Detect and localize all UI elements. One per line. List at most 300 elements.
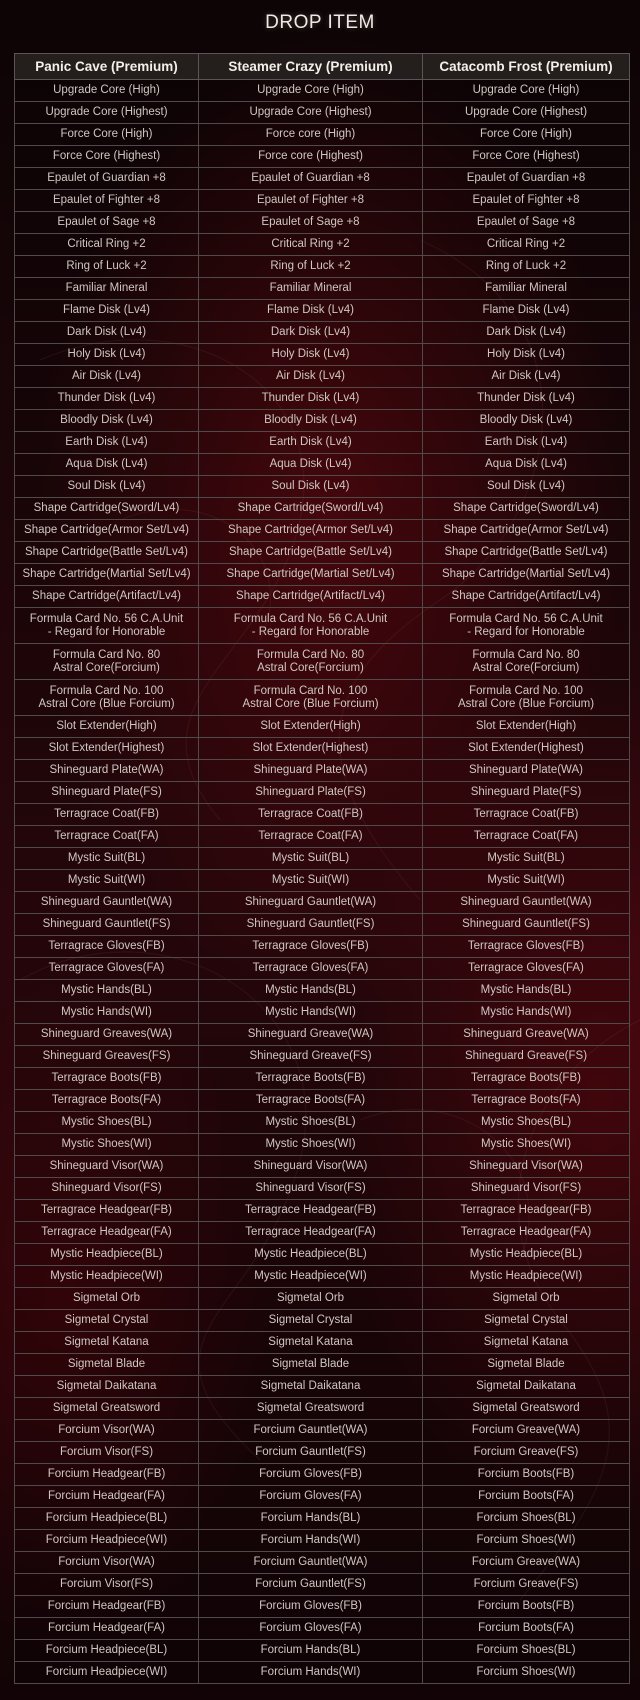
table-row (15, 542, 630, 564)
catacomb-frost-cell: Forcium Boots(FB) (423, 1596, 630, 1618)
table-row (15, 432, 630, 454)
panic-cave-cell: Epaulet of Fighter +8 (15, 190, 199, 212)
catacomb-frost-cell: Slot Extender(Highest) (423, 738, 630, 760)
drop-item-table (14, 53, 630, 1684)
page-title: DROP ITEM (265, 12, 375, 33)
steamer-crazy-cell: Shineguard Greave(FS) (199, 1046, 423, 1068)
catacomb-frost-cell: Sigmetal Katana (423, 1332, 630, 1354)
panic-cave-cell: Air Disk (Lv4) (15, 366, 199, 388)
panic-cave-cell: Forcium Visor(WA) (15, 1420, 199, 1442)
panic-cave-cell: Forcium Visor(WA) (15, 1552, 199, 1574)
panic-cave-cell: Sigmetal Katana (15, 1332, 199, 1354)
table-row (15, 564, 630, 586)
catacomb-frost-cell: Mystic Hands(BL) (423, 980, 630, 1002)
steamer-crazy-cell: Upgrade Core (Highest) (199, 102, 423, 124)
catacomb-frost-cell: Forcium Shoes(WI) (423, 1530, 630, 1552)
steamer-crazy-cell: Forcium Gauntlet(WA) (199, 1552, 423, 1574)
panic-cave-cell (15, 608, 199, 644)
panic-cave-cell: Thunder Disk (Lv4) (15, 388, 199, 410)
catacomb-frost-cell: Sigmetal Blade (423, 1354, 630, 1376)
steamer-crazy-cell: Forcium Hands(BL) (199, 1508, 423, 1530)
catacomb-frost-cell: Forcium Shoes(BL) (423, 1640, 630, 1662)
table-row (15, 256, 630, 278)
column-header-catacomb-frost: Catacomb Frost (Premium) (423, 54, 630, 80)
table-row (15, 124, 630, 146)
table-row (15, 212, 630, 234)
panic-cave-cell: Aqua Disk (Lv4) (15, 454, 199, 476)
panic-cave-cell: Terragrace Coat(FB) (15, 804, 199, 826)
table-row (15, 278, 630, 300)
table-row (15, 936, 630, 958)
catacomb-frost-cell: Terragrace Boots(FA) (423, 1090, 630, 1112)
table-row (15, 1244, 630, 1266)
steamer-crazy-cell: Sigmetal Katana (199, 1332, 423, 1354)
table-row (15, 1200, 630, 1222)
catacomb-frost-cell: Forcium Boots(FB) (423, 1464, 630, 1486)
panic-cave-cell: Holy Disk (Lv4) (15, 344, 199, 366)
table-row (15, 586, 630, 608)
steamer-crazy-cell: Epaulet of Guardian +8 (199, 168, 423, 190)
steamer-crazy-cell: Forcium Hands(BL) (199, 1640, 423, 1662)
catacomb-frost-cell: Sigmetal Daikatana (423, 1376, 630, 1398)
steamer-crazy-cell: Terragrace Gloves(FA) (199, 958, 423, 980)
steamer-crazy-cell (199, 608, 423, 644)
steamer-crazy-cell: Terragrace Coat(FA) (199, 826, 423, 848)
panic-cave-cell: Shineguard Plate(WA) (15, 760, 199, 782)
steamer-crazy-cell: Sigmetal Greatsword (199, 1398, 423, 1420)
catacomb-frost-cell: Air Disk (Lv4) (423, 366, 630, 388)
catacomb-frost-cell: Sigmetal Orb (423, 1288, 630, 1310)
panic-cave-cell: Upgrade Core (High) (15, 80, 199, 102)
panic-cave-cell: Forcium Visor(FS) (15, 1442, 199, 1464)
panic-cave-cell: Forcium Visor(FS) (15, 1574, 199, 1596)
catacomb-frost-cell: Mystic Headpiece(WI) (423, 1266, 630, 1288)
table-row (15, 1442, 630, 1464)
catacomb-frost-cell: Dark Disk (Lv4) (423, 322, 630, 344)
panic-cave-cell: Mystic Hands(WI) (15, 1002, 199, 1024)
catacomb-frost-cell: Shape Cartridge(Artifact/Lv4) (423, 586, 630, 608)
catacomb-frost-cell: Forcium Greave(FS) (423, 1442, 630, 1464)
catacomb-frost-cell: Shineguard Plate(FS) (423, 782, 630, 804)
cell-line: Formula Card No. 100 (469, 684, 583, 697)
table-row (15, 914, 630, 936)
table-row (15, 958, 630, 980)
cell-line: Astral Core(Forcium) (53, 661, 160, 674)
catacomb-frost-cell: Sigmetal Crystal (423, 1310, 630, 1332)
catacomb-frost-cell: Mystic Hands(WI) (423, 1002, 630, 1024)
table-row (15, 1596, 630, 1618)
catacomb-frost-cell: Sigmetal Greatsword (423, 1398, 630, 1420)
panic-cave-cell: Shape Cartridge(Battle Set/Lv4) (15, 542, 199, 564)
table-row (15, 1574, 630, 1596)
steamer-crazy-cell: Terragrace Gloves(FB) (199, 936, 423, 958)
panic-cave-cell: Shineguard Visor(WA) (15, 1156, 199, 1178)
cell-line: Formula Card No. 56 C.A.Unit (29, 612, 184, 625)
table-row (15, 680, 630, 716)
cell-line: Astral Core (Blue Forcium) (38, 697, 175, 710)
panic-cave-cell: Mystic Suit(WI) (15, 870, 199, 892)
table-row (15, 826, 630, 848)
steamer-crazy-cell: Shape Cartridge(Armor Set/Lv4) (199, 520, 423, 542)
catacomb-frost-cell: Shineguard Visor(FS) (423, 1178, 630, 1200)
catacomb-frost-cell: Forcium Greave(WA) (423, 1420, 630, 1442)
panic-cave-cell: Shineguard Plate(FS) (15, 782, 199, 804)
catacomb-frost-cell: Shineguard Visor(WA) (423, 1156, 630, 1178)
table-row (15, 1266, 630, 1288)
table-row (15, 1090, 630, 1112)
catacomb-frost-cell (423, 680, 630, 716)
steamer-crazy-cell: Air Disk (Lv4) (199, 366, 423, 388)
panic-cave-cell: Bloodly Disk (Lv4) (15, 410, 199, 432)
panic-cave-cell: Shineguard Greaves(FS) (15, 1046, 199, 1068)
table-row (15, 1178, 630, 1200)
catacomb-frost-cell: Aqua Disk (Lv4) (423, 454, 630, 476)
panic-cave-cell: Forcium Headpiece(BL) (15, 1640, 199, 1662)
steamer-crazy-cell: Shineguard Plate(WA) (199, 760, 423, 782)
table-row (15, 454, 630, 476)
table-row (15, 1310, 630, 1332)
panic-cave-cell: Mystic Shoes(WI) (15, 1134, 199, 1156)
panic-cave-cell: Forcium Headpiece(WI) (15, 1530, 199, 1552)
cell-line: Astral Core (Blue Forcium) (242, 697, 379, 710)
cell-line: Formula Card No. 56 C.A.Unit (233, 612, 388, 625)
steamer-crazy-cell: Shineguard Greave(WA) (199, 1024, 423, 1046)
steamer-crazy-cell: Sigmetal Blade (199, 1354, 423, 1376)
catacomb-frost-cell: Forcium Boots(FA) (423, 1486, 630, 1508)
catacomb-frost-cell: Shineguard Plate(WA) (423, 760, 630, 782)
steamer-crazy-cell: Mystic Headpiece(BL) (199, 1244, 423, 1266)
cell-line: Formula Card No. 80 (52, 648, 161, 661)
panic-cave-cell: Soul Disk (Lv4) (15, 476, 199, 498)
table-row (15, 1640, 630, 1662)
catacomb-frost-cell: Epaulet of Guardian +8 (423, 168, 630, 190)
table-row (15, 190, 630, 212)
panic-cave-cell: Slot Extender(Highest) (15, 738, 199, 760)
catacomb-frost-cell: Terragrace Gloves(FA) (423, 958, 630, 980)
table-row (15, 300, 630, 322)
steamer-crazy-cell: Forcium Gauntlet(WA) (199, 1420, 423, 1442)
table-row (15, 1134, 630, 1156)
table-row (15, 804, 630, 826)
catacomb-frost-cell: Mystic Shoes(BL) (423, 1112, 630, 1134)
catacomb-frost-cell: Ring of Luck +2 (423, 256, 630, 278)
table-row (15, 892, 630, 914)
catacomb-frost-cell: Flame Disk (Lv4) (423, 300, 630, 322)
steamer-crazy-cell: Forcium Gloves(FB) (199, 1464, 423, 1486)
catacomb-frost-cell: Shineguard Greave(WA) (423, 1024, 630, 1046)
table-row (15, 1222, 630, 1244)
catacomb-frost-cell: Mystic Headpiece(BL) (423, 1244, 630, 1266)
column-header-panic-cave: Panic Cave (Premium) (15, 54, 199, 80)
panic-cave-cell: Critical Ring +2 (15, 234, 199, 256)
panic-cave-cell: Epaulet of Sage +8 (15, 212, 199, 234)
cell-line: Formula Card No. 80 (256, 648, 365, 661)
panic-cave-cell: Terragrace Gloves(FA) (15, 958, 199, 980)
catacomb-frost-cell: Mystic Shoes(WI) (423, 1134, 630, 1156)
steamer-crazy-cell: Soul Disk (Lv4) (199, 476, 423, 498)
panic-cave-cell: Terragrace Headgear(FB) (15, 1200, 199, 1222)
table-row (15, 498, 630, 520)
cell-line: Formula Card No. 100 (49, 684, 164, 697)
table-row (15, 1288, 630, 1310)
steamer-crazy-cell: Critical Ring +2 (199, 234, 423, 256)
catacomb-frost-cell: Shape Cartridge(Armor Set/Lv4) (423, 520, 630, 542)
steamer-crazy-cell: Terragrace Coat(FB) (199, 804, 423, 826)
table-row (15, 1508, 630, 1530)
steamer-crazy-cell: Forcium Gauntlet(FS) (199, 1574, 423, 1596)
table-row (15, 168, 630, 190)
table-row (15, 1376, 630, 1398)
steamer-crazy-cell: Mystic Suit(WI) (199, 870, 423, 892)
table-row (15, 322, 630, 344)
panic-cave-cell (15, 680, 199, 716)
catacomb-frost-cell: Epaulet of Sage +8 (423, 212, 630, 234)
panic-cave-cell: Shineguard Gauntlet(WA) (15, 892, 199, 914)
panic-cave-cell: Flame Disk (Lv4) (15, 300, 199, 322)
steamer-crazy-cell: Mystic Suit(BL) (199, 848, 423, 870)
steamer-crazy-cell: Mystic Hands(WI) (199, 1002, 423, 1024)
catacomb-frost-cell: Shape Cartridge(Battle Set/Lv4) (423, 542, 630, 564)
steamer-crazy-cell: Shape Cartridge(Artifact/Lv4) (199, 586, 423, 608)
steamer-crazy-cell (199, 680, 423, 716)
catacomb-frost-cell: Holy Disk (Lv4) (423, 344, 630, 366)
catacomb-frost-cell: Forcium Boots(FA) (423, 1618, 630, 1640)
cell-line: Astral Core(Forcium) (257, 661, 364, 674)
panic-cave-cell: Mystic Hands(BL) (15, 980, 199, 1002)
steamer-crazy-cell: Mystic Hands(BL) (199, 980, 423, 1002)
table-row (15, 1156, 630, 1178)
catacomb-frost-cell: Shineguard Greave(FS) (423, 1046, 630, 1068)
panic-cave-cell: Shape Cartridge(Martial Set/Lv4) (15, 564, 199, 586)
panic-cave-cell: Force Core (High) (15, 124, 199, 146)
steamer-crazy-cell: Sigmetal Orb (199, 1288, 423, 1310)
cell-line: Astral Core(Forcium) (472, 661, 580, 674)
panic-cave-cell: Terragrace Gloves(FB) (15, 936, 199, 958)
cell-line: Formula Card No. 56 C.A.Unit (449, 612, 603, 625)
table-row (15, 1046, 630, 1068)
panic-cave-cell: Upgrade Core (Highest) (15, 102, 199, 124)
steamer-crazy-cell: Shape Cartridge(Martial Set/Lv4) (199, 564, 423, 586)
table-row (15, 80, 630, 102)
steamer-crazy-cell: Forcium Gloves(FA) (199, 1618, 423, 1640)
catacomb-frost-cell: Mystic Suit(BL) (423, 848, 630, 870)
catacomb-frost-cell: Forcium Shoes(WI) (423, 1662, 630, 1684)
steamer-crazy-cell: Thunder Disk (Lv4) (199, 388, 423, 410)
panic-cave-cell: Sigmetal Blade (15, 1354, 199, 1376)
panic-cave-cell: Shineguard Visor(FS) (15, 1178, 199, 1200)
steamer-crazy-cell: Epaulet of Sage +8 (199, 212, 423, 234)
catacomb-frost-cell: Terragrace Headgear(FB) (423, 1200, 630, 1222)
catacomb-frost-cell: Shineguard Gauntlet(FS) (423, 914, 630, 936)
catacomb-frost-cell: Epaulet of Fighter +8 (423, 190, 630, 212)
steamer-crazy-cell: Mystic Shoes(BL) (199, 1112, 423, 1134)
catacomb-frost-cell: Soul Disk (Lv4) (423, 476, 630, 498)
panic-cave-cell: Mystic Headpiece(WI) (15, 1266, 199, 1288)
steamer-crazy-cell: Shineguard Visor(WA) (199, 1156, 423, 1178)
panic-cave-cell: Earth Disk (Lv4) (15, 432, 199, 454)
steamer-crazy-cell: Familiar Mineral (199, 278, 423, 300)
table-row (15, 716, 630, 738)
catacomb-frost-cell: Thunder Disk (Lv4) (423, 388, 630, 410)
panic-cave-cell: Force Core (Highest) (15, 146, 199, 168)
panic-cave-cell: Shineguard Gauntlet(FS) (15, 914, 199, 936)
catacomb-frost-cell: Terragrace Coat(FB) (423, 804, 630, 826)
steamer-crazy-cell: Forcium Gauntlet(FS) (199, 1442, 423, 1464)
steamer-crazy-cell: Sigmetal Daikatana (199, 1376, 423, 1398)
table-row (15, 1552, 630, 1574)
steamer-crazy-cell: Sigmetal Crystal (199, 1310, 423, 1332)
panic-cave-cell: Sigmetal Orb (15, 1288, 199, 1310)
steamer-crazy-cell: Mystic Headpiece(WI) (199, 1266, 423, 1288)
steamer-crazy-cell (199, 644, 423, 680)
panic-cave-cell: Mystic Shoes(BL) (15, 1112, 199, 1134)
steamer-crazy-cell: Dark Disk (Lv4) (199, 322, 423, 344)
catacomb-frost-cell: Forcium Shoes(BL) (423, 1508, 630, 1530)
table-row (15, 476, 630, 498)
table-row (15, 1530, 630, 1552)
steamer-crazy-cell: Upgrade Core (High) (199, 80, 423, 102)
catacomb-frost-cell: Forcium Greave(WA) (423, 1552, 630, 1574)
table-row (15, 870, 630, 892)
steamer-crazy-cell: Shineguard Plate(FS) (199, 782, 423, 804)
table-row (15, 760, 630, 782)
table-row (15, 388, 630, 410)
steamer-crazy-cell: Forcium Hands(WI) (199, 1530, 423, 1552)
catacomb-frost-cell: Forcium Greave(FS) (423, 1574, 630, 1596)
catacomb-frost-cell: Slot Extender(High) (423, 716, 630, 738)
steamer-crazy-cell: Force core (Highest) (199, 146, 423, 168)
cell-line: - Regard for Honorable (47, 625, 166, 638)
steamer-crazy-cell: Flame Disk (Lv4) (199, 300, 423, 322)
steamer-crazy-cell: Slot Extender(High) (199, 716, 423, 738)
catacomb-frost-cell: Terragrace Coat(FA) (423, 826, 630, 848)
panic-cave-cell: Forcium Headpiece(WI) (15, 1662, 199, 1684)
column-header-steamer-crazy: Steamer Crazy (Premium) (199, 54, 423, 80)
table-row (15, 102, 630, 124)
table-row (15, 1464, 630, 1486)
cell-line: - Regard for Honorable (251, 625, 370, 638)
catacomb-frost-cell: Force Core (Highest) (423, 146, 630, 168)
catacomb-frost-cell: Shape Cartridge(Martial Set/Lv4) (423, 564, 630, 586)
steamer-crazy-cell: Terragrace Boots(FA) (199, 1090, 423, 1112)
panic-cave-cell: Forcium Headgear(FA) (15, 1618, 199, 1640)
catacomb-frost-cell: Shineguard Gauntlet(WA) (423, 892, 630, 914)
steamer-crazy-cell: Mystic Shoes(WI) (199, 1134, 423, 1156)
catacomb-frost-cell: Shape Cartridge(Sword/Lv4) (423, 498, 630, 520)
steamer-crazy-cell: Ring of Luck +2 (199, 256, 423, 278)
table-row (15, 1332, 630, 1354)
panic-cave-cell: Sigmetal Daikatana (15, 1376, 199, 1398)
table-row (15, 1420, 630, 1442)
table-row (15, 410, 630, 432)
table-row (15, 520, 630, 542)
panic-cave-cell: Forcium Headgear(FB) (15, 1464, 199, 1486)
catacomb-frost-cell: Bloodly Disk (Lv4) (423, 410, 630, 432)
panic-cave-cell: Sigmetal Crystal (15, 1310, 199, 1332)
catacomb-frost-cell: Earth Disk (Lv4) (423, 432, 630, 454)
panic-cave-cell: Ring of Luck +2 (15, 256, 199, 278)
table-row (15, 1112, 630, 1134)
panic-cave-cell: Mystic Headpiece(BL) (15, 1244, 199, 1266)
table-row (15, 1002, 630, 1024)
table-row (15, 1024, 630, 1046)
catacomb-frost-cell: Terragrace Boots(FB) (423, 1068, 630, 1090)
table-row (15, 980, 630, 1002)
catacomb-frost-cell (423, 608, 630, 644)
table-header-row (15, 54, 630, 80)
table-row (15, 1354, 630, 1376)
table-row (15, 738, 630, 760)
panic-cave-cell: Epaulet of Guardian +8 (15, 168, 199, 190)
panic-cave-cell: Terragrace Coat(FA) (15, 826, 199, 848)
steamer-crazy-cell: Force core (High) (199, 124, 423, 146)
catacomb-frost-cell: Mystic Suit(WI) (423, 870, 630, 892)
steamer-crazy-cell: Shineguard Gauntlet(FS) (199, 914, 423, 936)
steamer-crazy-cell: Earth Disk (Lv4) (199, 432, 423, 454)
table-row (15, 782, 630, 804)
table-row (15, 146, 630, 168)
steamer-crazy-cell: Forcium Hands(WI) (199, 1662, 423, 1684)
steamer-crazy-cell: Slot Extender(Highest) (199, 738, 423, 760)
catacomb-frost-cell: Critical Ring +2 (423, 234, 630, 256)
steamer-crazy-cell: Bloodly Disk (Lv4) (199, 410, 423, 432)
panic-cave-cell: Familiar Mineral (15, 278, 199, 300)
steamer-crazy-cell: Forcium Gloves(FA) (199, 1486, 423, 1508)
steamer-crazy-cell: Aqua Disk (Lv4) (199, 454, 423, 476)
panic-cave-cell: Shape Cartridge(Armor Set/Lv4) (15, 520, 199, 542)
panic-cave-cell: Slot Extender(High) (15, 716, 199, 738)
cell-line: - Regard for Honorable (467, 625, 585, 638)
panic-cave-cell: Forcium Headgear(FB) (15, 1596, 199, 1618)
panic-cave-cell: Terragrace Headgear(FA) (15, 1222, 199, 1244)
steamer-crazy-cell: Epaulet of Fighter +8 (199, 190, 423, 212)
panic-cave-cell: Forcium Headpiece(BL) (15, 1508, 199, 1530)
panic-cave-cell: Terragrace Boots(FB) (15, 1068, 199, 1090)
steamer-crazy-cell: Terragrace Headgear(FB) (199, 1200, 423, 1222)
table-row (15, 1486, 630, 1508)
catacomb-frost-cell: Terragrace Gloves(FB) (423, 936, 630, 958)
panic-cave-cell: Forcium Headgear(FA) (15, 1486, 199, 1508)
table-row (15, 1662, 630, 1684)
panic-cave-cell: Shape Cartridge(Sword/Lv4) (15, 498, 199, 520)
table-row (15, 344, 630, 366)
panic-cave-cell: Shape Cartridge(Artifact/Lv4) (15, 586, 199, 608)
panic-cave-cell: Sigmetal Greatsword (15, 1398, 199, 1420)
steamer-crazy-cell: Terragrace Boots(FB) (199, 1068, 423, 1090)
catacomb-frost-cell: Terragrace Headgear(FA) (423, 1222, 630, 1244)
table-row (15, 1398, 630, 1420)
panic-cave-cell (15, 644, 199, 680)
catacomb-frost-cell: Familiar Mineral (423, 278, 630, 300)
catacomb-frost-cell (423, 644, 630, 680)
cell-line: Formula Card No. 80 (472, 648, 580, 661)
catacomb-frost-cell: Force Core (High) (423, 124, 630, 146)
steamer-crazy-cell: Terragrace Headgear(FA) (199, 1222, 423, 1244)
steamer-crazy-cell: Shape Cartridge(Sword/Lv4) (199, 498, 423, 520)
table-row (15, 608, 630, 644)
table-row (15, 1068, 630, 1090)
steamer-crazy-cell: Shineguard Gauntlet(WA) (199, 892, 423, 914)
steamer-crazy-cell: Shineguard Visor(FS) (199, 1178, 423, 1200)
table-row (15, 848, 630, 870)
panic-cave-cell: Dark Disk (Lv4) (15, 322, 199, 344)
steamer-crazy-cell: Forcium Gloves(FB) (199, 1596, 423, 1618)
cell-line: Astral Core (Blue Forcium) (457, 697, 595, 710)
panic-cave-cell: Shineguard Greaves(WA) (15, 1024, 199, 1046)
steamer-crazy-cell: Shape Cartridge(Battle Set/Lv4) (199, 542, 423, 564)
catacomb-frost-cell: Upgrade Core (Highest) (423, 102, 630, 124)
steamer-crazy-cell: Holy Disk (Lv4) (199, 344, 423, 366)
